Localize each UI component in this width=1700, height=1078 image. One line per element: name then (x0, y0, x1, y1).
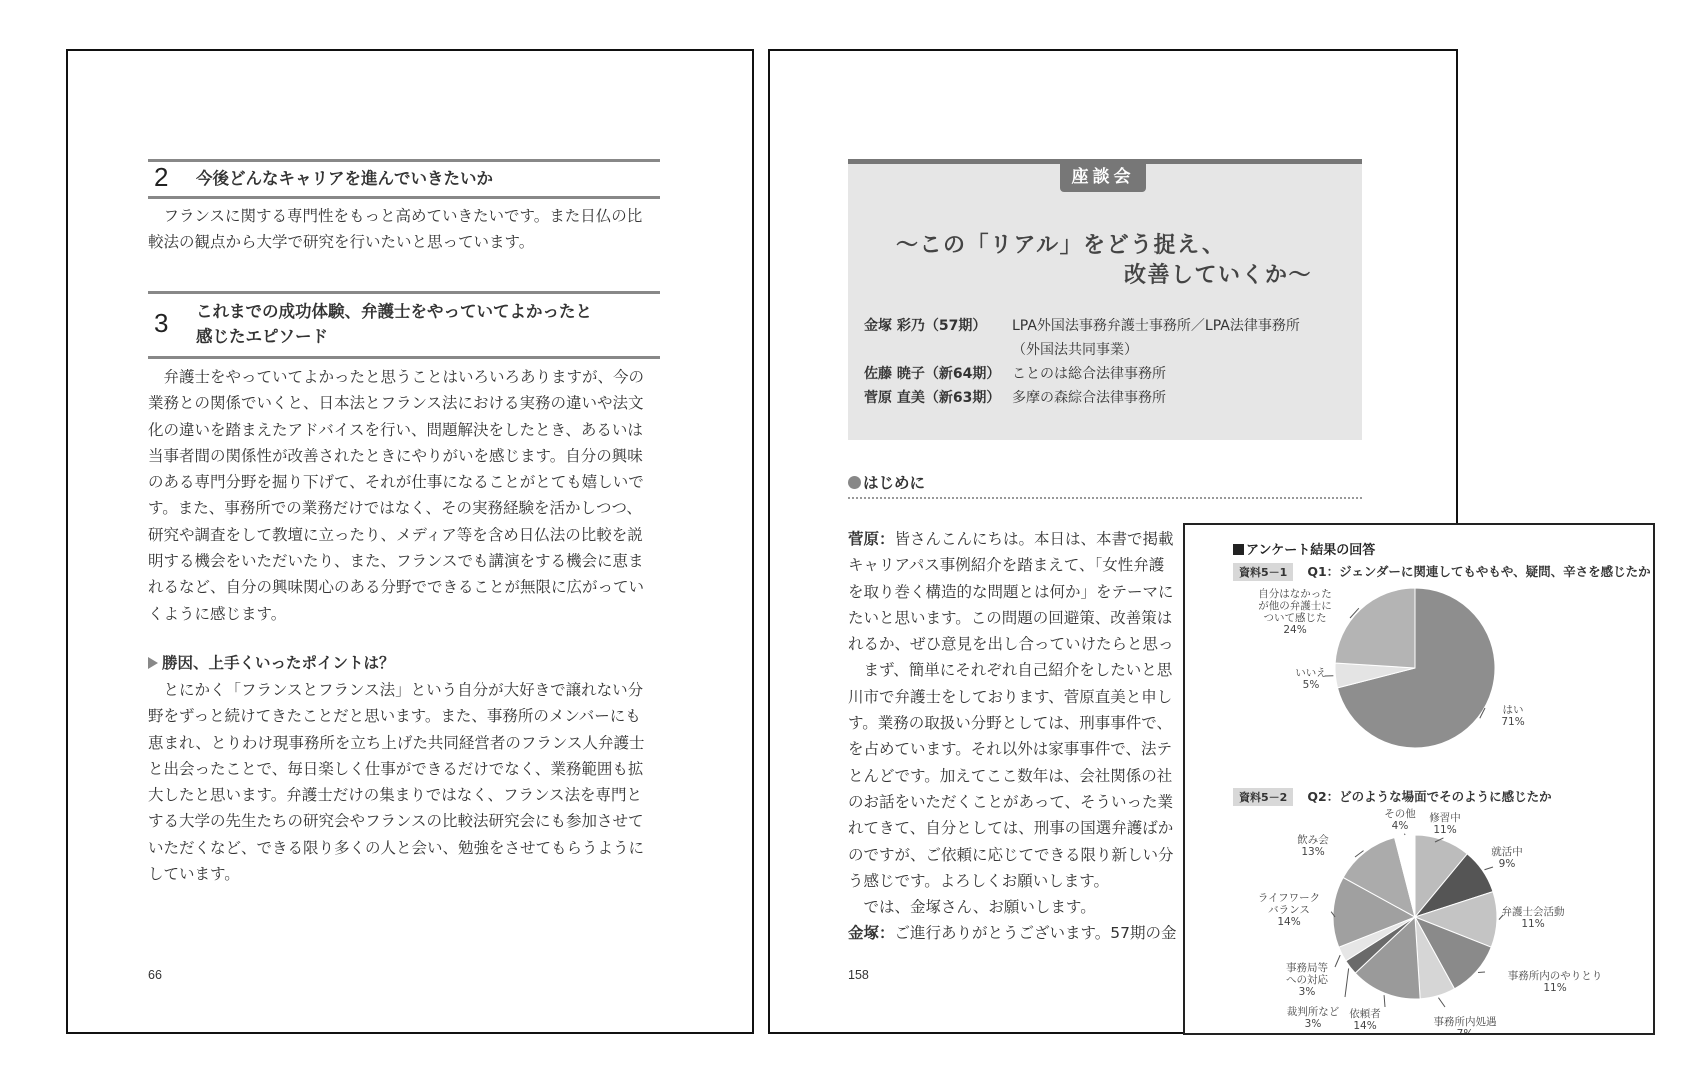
slice-label: 弁護士会活動 (1501, 906, 1565, 918)
slice-value-label: 13% (1301, 846, 1325, 858)
speaker-name: 菅原： (848, 530, 895, 548)
dialogue-line (848, 789, 1188, 815)
participant-row (864, 338, 1138, 362)
text-line: 野をずっと続けてきたことだと思います。また、事務所のメンバーにも (148, 707, 641, 726)
dialogue-line (848, 657, 1188, 683)
participant-name: 佐藤 暁子（新64期） (864, 366, 1001, 382)
pie-slice (1335, 588, 1415, 668)
page-number: 66 (148, 968, 162, 982)
text-line: す。また、事務所での業務だけではなく、その実務経験を活かしつつ、 (148, 499, 642, 518)
participant-row (864, 362, 1166, 386)
text-line: 当事者間の関係性が改善されたときにやりがいを感じます。自分の興味 (148, 446, 643, 465)
text-line: れるなど、自分の興味関心のある分野でできることが無限に広がってい (148, 578, 645, 597)
slice-value-label: 14% (1353, 1020, 1377, 1032)
title-line-1: ～この「リアル」をどう捉え、 (896, 233, 1226, 258)
section-title-line-1: これまでの成功体験、弁護士をやっていてよかったと (196, 302, 592, 321)
dialogue-line (848, 552, 1188, 578)
dialogue-text: 皆さんこんにちは。本日は、本書で掲載 (894, 530, 1174, 548)
slice-value-label: 7% (1456, 1028, 1474, 1037)
slice-label: 就活中 (1491, 846, 1523, 858)
dialogue-text: ご進行ありがとうございます。57期の金 (894, 924, 1177, 943)
dialogue-line (848, 605, 1188, 631)
dialogue-line (848, 736, 1188, 762)
subsection-heading (148, 651, 395, 673)
dialogue-text: のお話をいただくことがあって、そういった業 (848, 792, 1174, 811)
slice-label: 飲み会 (1297, 834, 1329, 846)
slice-label: バランス (1268, 904, 1310, 916)
slice-label: いいえ (1295, 667, 1327, 679)
chart-1-pie (1185, 583, 1653, 763)
square-bullet-icon (1233, 544, 1244, 555)
slice-value-label: 5% (1302, 679, 1320, 691)
participant-affiliation: 多摩の森綜合法律事務所 (1012, 390, 1166, 406)
slice-label: 事務局等 (1286, 962, 1328, 974)
roundtable-badge: 座談会 (1060, 163, 1146, 192)
section-2-heading (148, 159, 660, 199)
slice-label: はい (1502, 704, 1524, 716)
slice-value-label: 71% (1501, 716, 1525, 728)
slice-label: ついて感じた (1263, 612, 1327, 624)
participant-name: 金塚 彩乃（57期） (864, 318, 987, 334)
dialogue-text: す。業務の取扱い分野としては、刑事事件で、 (848, 714, 1172, 733)
leader-line (1335, 955, 1340, 967)
dialogue-text: たいと思います。この問題の回避策、改善策は (848, 608, 1173, 627)
section-heading (848, 471, 925, 493)
dotted-divider (848, 497, 1362, 499)
text-line: いただくなど、できる限り多くの人と会い、勉強をさせてもらうように (148, 838, 645, 857)
dialogue-text: のですが、ご依頼に応じてできる限り新しい分 (848, 845, 1174, 864)
title-line-2: 改善していくか～ (1124, 263, 1313, 288)
chart-1-title: Q1：ジェンダーに関連してもやもや、疑問、辛さを感じたか (1307, 564, 1651, 579)
slice-value-label: 14% (1277, 916, 1301, 928)
dialogue-text: れてきて、自分としては、刑事の国選弁護ばか (848, 819, 1174, 838)
section-title-line-2: 感じたエピソード (196, 327, 328, 346)
text-line: くように感じます。 (148, 604, 287, 623)
text-line: フランスに関する専門性をもっと高めていきたいです。また日仏の比 (148, 207, 643, 225)
chart-1-heading (1233, 562, 1651, 581)
slice-value-label: 3% (1298, 986, 1316, 998)
text-line: と出会ったことで、毎日楽しく仕事ができるだけでなく、業務範囲も拡 (148, 759, 644, 778)
text-line: 弁護士をやっていてよかったと思うことはいろいろありますが、今の (148, 368, 645, 386)
participant-row (864, 314, 1300, 338)
chart-2-heading (1233, 787, 1552, 806)
slice-value-label: 11% (1433, 824, 1457, 836)
slice-value-label: 3% (1304, 1018, 1322, 1030)
text-line: する大学の先生たちの研究会やフランスの比較法研究会にも参加させて (148, 812, 644, 831)
survey-results-card (1183, 523, 1655, 1035)
leader-line (1478, 972, 1485, 973)
slice-label: 自分はなかった (1258, 588, 1332, 600)
dialogue-line (848, 920, 1188, 946)
circle-bullet-icon (848, 476, 861, 489)
dialogue-line (848, 763, 1188, 789)
dialogue-text: 川市で弁護士をしております、菅原直美と申し (848, 687, 1173, 706)
slice-value-label: 9% (1498, 858, 1516, 870)
text-line: のある専門分野を掘り下げて、それが仕事になることがとても嬉しいで (148, 473, 644, 492)
dialogue-line (848, 894, 1188, 920)
subsection-title: 勝因、上手くいったポイントは？ (162, 654, 395, 672)
leader-line (1404, 834, 1405, 835)
dialogue-text: とんどです。加えてここ数年は、会社関係の社 (848, 766, 1173, 785)
slice-value-label: 24% (1283, 624, 1307, 636)
chart-2-title: Q2：どのような場面でそのように感じたか (1307, 789, 1552, 804)
slice-value-label: 4% (1391, 820, 1409, 832)
text-line: とにかく「フランスとフランス法」という自分が大好きで譲れない分 (148, 681, 644, 699)
leader-line (1484, 867, 1493, 870)
dialogue-text: キャリアパス事例紹介を踏まえて、「女性弁護 (848, 556, 1165, 575)
dialogue-line (848, 579, 1188, 605)
dialogue-text: れるか、ぜひ意見を出し合っていけたらと思っ (848, 635, 1174, 654)
text-line: 研究や調査をして教壇に立ったり、メディア等を含め日仏法の比較を説 (148, 525, 643, 544)
text-line: 恵まれ、とりわけ現事務所を立ち上げた共同経営者のフランス人弁護士 (148, 733, 645, 752)
participant-affiliation: ことのは総合法律事務所 (1012, 366, 1166, 382)
speaker-name: 金塚： (848, 924, 895, 943)
dialogue-line (848, 684, 1188, 710)
dialogue-line (848, 842, 1188, 868)
dialogue-text: を取り巻く構造的な問題とは何か」をテーマに (848, 582, 1174, 601)
section-heading-text: はじめに (863, 474, 926, 492)
dialogue-text: う感じです。よろしくお願いします。 (848, 871, 1110, 890)
dialogue-line (848, 868, 1188, 894)
slice-label: が他の弁護士に (1258, 600, 1332, 612)
slice-label: ライフワーク (1257, 892, 1321, 904)
chart-2-tag: 資料5－2 (1233, 788, 1293, 806)
left-page (66, 49, 754, 1034)
triangle-bullet-icon (148, 657, 158, 669)
section-2-paragraph (148, 203, 642, 256)
text-line: 大したと思います。弁護士だけの集まりではなく、フランス法を専門と (148, 786, 642, 805)
participant-affiliation: （外国法共同事業） (1012, 342, 1138, 358)
dialogue-body (848, 526, 1188, 947)
dialogue-line (848, 815, 1188, 841)
roundtable-header (848, 159, 1362, 440)
slice-label: その他 (1384, 808, 1416, 820)
participant-affiliation: LPA外国法事務弁護士事務所／LPA法律事務所 (1012, 318, 1300, 334)
slice-label: 依頼者 (1349, 1008, 1381, 1020)
leader-line (1384, 995, 1385, 1007)
section-3-heading (148, 291, 660, 359)
section-title: 今後どんなキャリアを進んでいきたいか (196, 169, 493, 188)
dialogue-line (848, 631, 1188, 657)
text-line: 化の違いを踏まえたアドバイスを行い、問題解決をしたとき、あるいは (148, 420, 643, 439)
section-3-paragraph (148, 364, 644, 627)
leader-line (1438, 998, 1445, 1007)
participant-row (864, 386, 1166, 410)
dialogue-line (848, 526, 1188, 552)
slice-label: への対応 (1286, 974, 1328, 986)
section-number: 2 (154, 162, 169, 192)
text-line: 業務との関係でいくと、日本法とフランス法における実務の違いや法文 (148, 394, 644, 413)
participant-name: 菅原 直美（新63期） (864, 390, 1001, 406)
dialogue-text: を占めています。それ以外は家事事件で、法テ (848, 740, 1172, 759)
slice-value-label: 11% (1521, 918, 1545, 930)
slice-label: 裁判所など (1286, 1006, 1340, 1018)
text-line: 較法の観点から大学で研究を行いたいと思っています。 (148, 233, 535, 252)
survey-title (1233, 539, 1375, 558)
section-number: 3 (154, 308, 169, 338)
slice-value-label: 11% (1543, 982, 1567, 994)
dialogue-text: まず、簡単にそれぞれ自己紹介をしたいと思 (848, 661, 1173, 680)
text-line: 明する機会をいただいたり、また、フランスでも講演をする機会に恵ま (148, 552, 644, 571)
chart-1-tag: 資料5－1 (1233, 563, 1293, 581)
dialogue-text: では、金塚さん、お願いします。 (848, 898, 1096, 917)
text-line: しています。 (148, 865, 240, 884)
chart-2-pie (1185, 807, 1653, 1035)
subsection-paragraph (148, 677, 644, 887)
survey-title-text: アンケート結果の回答 (1246, 543, 1376, 558)
slice-label: 修習中 (1429, 812, 1461, 824)
leader-line (1345, 968, 1349, 997)
dialogue-line (848, 710, 1188, 736)
slice-label: 事務所内のやりとり (1507, 970, 1603, 982)
slice-label: 事務所内処遇 (1433, 1016, 1497, 1028)
page-number: 158 (848, 968, 869, 982)
